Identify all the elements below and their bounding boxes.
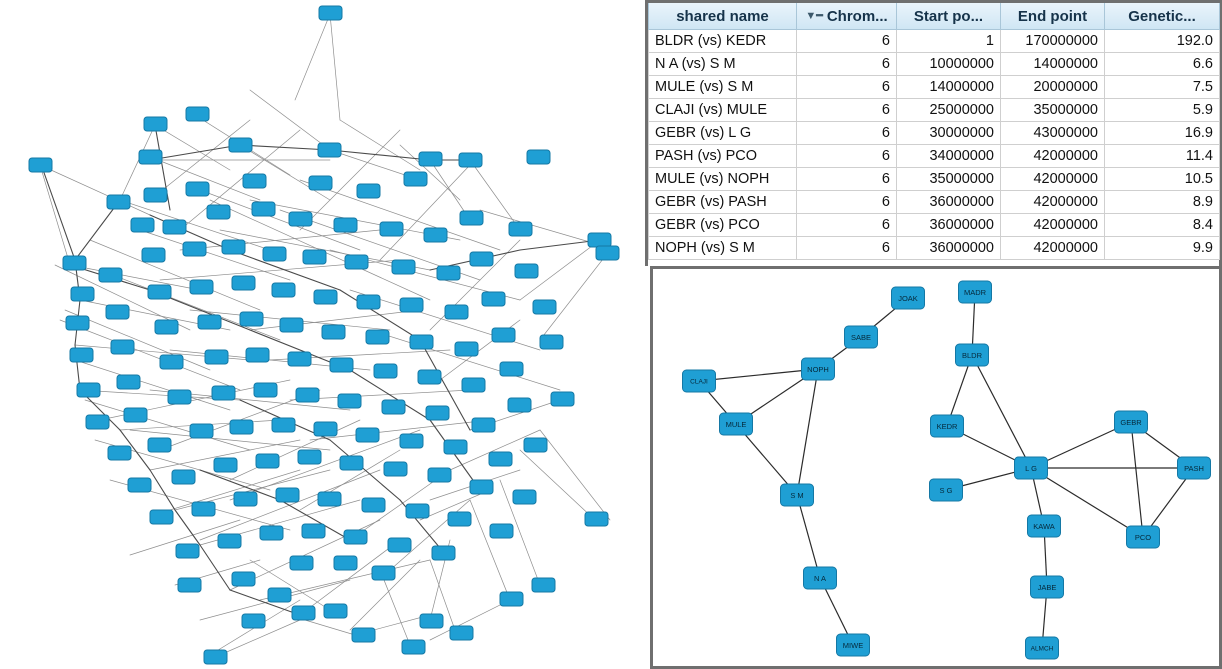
cell-end-point: 42000000 xyxy=(1001,191,1105,214)
subnetwork-node-label: N A xyxy=(813,573,827,583)
cell-start-point: 14000000 xyxy=(897,76,1001,99)
cell-genetic: 11.4 xyxy=(1105,145,1220,168)
subnetwork-node[interactable] xyxy=(804,567,837,589)
cell-end-point: 35000000 xyxy=(1001,99,1105,122)
subnetwork-node[interactable] xyxy=(683,370,716,392)
subnetwork-node[interactable] xyxy=(720,413,753,435)
cell-end-point: 20000000 xyxy=(1001,76,1105,99)
subnetwork-node[interactable] xyxy=(1031,576,1064,598)
table-row[interactable] xyxy=(649,214,1220,237)
cell-genetic: 9.9 xyxy=(1105,237,1220,260)
subnetwork-node-label: NOPH xyxy=(807,364,829,374)
cell-start-point: 1 xyxy=(897,30,1001,53)
cell-genetic: 8.9 xyxy=(1105,191,1220,214)
column-header-start-point[interactable] xyxy=(897,3,1001,30)
cell-end-point: 43000000 xyxy=(1001,122,1105,145)
cell-shared-name: MULE (vs) S M xyxy=(649,76,797,99)
cell-shared-name: GEBR (vs) L G xyxy=(649,122,797,145)
subnetwork-node-label: S G xyxy=(939,485,953,495)
cell-shared-name: CLAJI (vs) MULE xyxy=(649,99,797,122)
subnetwork-node-label: BLDR xyxy=(961,350,983,360)
cell-end-point: 14000000 xyxy=(1001,53,1105,76)
table-header-row xyxy=(649,3,1220,30)
cell-shared-name: BLDR (vs) KEDR xyxy=(649,30,797,53)
cell-chromosome: 6 xyxy=(797,76,897,99)
column-label-shared-name: shared name xyxy=(676,7,769,25)
subnetwork-view[interactable] xyxy=(650,266,1222,669)
cell-start-point: 25000000 xyxy=(897,99,1001,122)
subnetwork-node[interactable] xyxy=(1015,457,1048,479)
subnetwork-node[interactable] xyxy=(1028,515,1061,537)
subnetwork-node[interactable] xyxy=(845,326,878,348)
subnetwork-edge[interactable] xyxy=(797,495,820,578)
column-label-end-point: End point xyxy=(1017,7,1088,25)
cell-genetic: 7.5 xyxy=(1105,76,1220,99)
column-header-end-point[interactable] xyxy=(1001,3,1105,30)
cell-genetic: 6.6 xyxy=(1105,53,1220,76)
cell-shared-name: NOPH (vs) S M xyxy=(649,237,797,260)
column-header-chromosome[interactable] xyxy=(797,3,897,30)
cell-chromosome: 6 xyxy=(797,214,897,237)
cell-end-point: 42000000 xyxy=(1001,214,1105,237)
table-row[interactable] xyxy=(649,237,1220,260)
subnetwork-node[interactable] xyxy=(802,358,835,380)
subnetwork-node[interactable] xyxy=(1115,411,1148,433)
subnetwork-node-label: CLAJI xyxy=(690,378,708,386)
cell-start-point: 36000000 xyxy=(897,237,1001,260)
table-row[interactable] xyxy=(649,53,1220,76)
column-header-genetic[interactable] xyxy=(1105,3,1220,30)
subnetwork-node-label: MADR xyxy=(963,287,987,297)
subnetwork-node-label: PCO xyxy=(1134,532,1152,542)
cell-genetic: 192.0 xyxy=(1105,30,1220,53)
cell-shared-name: GEBR (vs) PASH xyxy=(649,191,797,214)
cell-start-point: 36000000 xyxy=(897,214,1001,237)
cell-shared-name: GEBR (vs) PCO xyxy=(649,214,797,237)
cell-chromosome: 6 xyxy=(797,191,897,214)
table-row[interactable] xyxy=(649,145,1220,168)
subnetwork-node-label: ALMCH xyxy=(1030,645,1054,653)
cell-start-point: 30000000 xyxy=(897,122,1001,145)
cell-chromosome: 6 xyxy=(797,168,897,191)
table-row[interactable] xyxy=(649,76,1220,99)
cell-end-point: 42000000 xyxy=(1001,168,1105,191)
table-row[interactable] xyxy=(649,168,1220,191)
column-label-genetic: Genetic... xyxy=(1128,7,1196,25)
table-row[interactable] xyxy=(649,191,1220,214)
subnetwork-node[interactable] xyxy=(1178,457,1211,479)
column-label-chromosome: Chrom... xyxy=(826,7,888,25)
cell-shared-name: MULE (vs) NOPH xyxy=(649,168,797,191)
subnetwork-node[interactable] xyxy=(1127,526,1160,548)
cell-genetic: 8.4 xyxy=(1105,214,1220,237)
cell-start-point: 10000000 xyxy=(897,53,1001,76)
subnetwork-node-label: GEBR xyxy=(1120,417,1142,427)
column-label-start-point: Start po... xyxy=(913,7,984,25)
subnetwork-node-label: S M xyxy=(790,490,804,500)
subnetwork-node[interactable] xyxy=(892,287,925,309)
subnetwork-node[interactable] xyxy=(837,634,870,656)
cell-start-point: 36000000 xyxy=(897,191,1001,214)
cell-genetic: 5.9 xyxy=(1105,99,1220,122)
subnetwork-node-label: JABE xyxy=(1037,582,1057,592)
cell-chromosome: 6 xyxy=(797,53,897,76)
subnetwork-node-label: PASH xyxy=(1184,463,1204,473)
column-header-shared-name[interactable] xyxy=(649,3,797,30)
large-network-nodes[interactable] xyxy=(29,6,619,664)
subnetwork-node[interactable] xyxy=(781,484,814,506)
subnetwork-node[interactable] xyxy=(931,415,964,437)
results-table[interactable] xyxy=(648,3,1220,260)
subnetwork-node-label: L G xyxy=(1025,463,1037,473)
subnetwork-edge[interactable] xyxy=(1131,422,1143,537)
subnetwork-edge[interactable] xyxy=(972,355,1031,468)
subnetwork-node-label: KAWA xyxy=(1033,521,1055,531)
subnetwork-node-label: JOAK xyxy=(898,293,918,303)
subnetwork-node[interactable] xyxy=(930,479,963,501)
cell-end-point: 42000000 xyxy=(1001,237,1105,260)
subnetwork-edges xyxy=(699,292,1194,648)
cell-chromosome: 6 xyxy=(797,145,897,168)
subnetwork-node-label: KEDR xyxy=(936,421,958,431)
table-row[interactable] xyxy=(649,99,1220,122)
cell-shared-name: N A (vs) S M xyxy=(649,53,797,76)
subnetwork-node-label: MIWE xyxy=(842,640,864,650)
subnetwork-node-label: MULE xyxy=(725,419,747,429)
cell-genetic: 16.9 xyxy=(1105,122,1220,145)
cell-chromosome: 6 xyxy=(797,99,897,122)
table-row[interactable] xyxy=(649,30,1220,53)
cell-start-point: 34000000 xyxy=(897,145,1001,168)
subnetwork-node[interactable] xyxy=(1026,637,1059,659)
subnetwork-node-label: SABE xyxy=(850,332,872,342)
subnetwork-edge[interactable] xyxy=(699,369,818,381)
cell-shared-name: PASH (vs) PCO xyxy=(649,145,797,168)
cell-chromosome: 6 xyxy=(797,122,897,145)
table-row[interactable] xyxy=(649,122,1220,145)
subnetwork-edge[interactable] xyxy=(797,369,818,495)
subnetwork-node[interactable] xyxy=(956,344,989,366)
cell-end-point: 170000000 xyxy=(1001,30,1105,53)
subnetwork-node[interactable] xyxy=(959,281,992,303)
cell-end-point: 42000000 xyxy=(1001,145,1105,168)
filter-icon[interactable]: ▼━ xyxy=(805,9,823,22)
subnetwork-nodes[interactable] xyxy=(683,281,1211,659)
subnetwork-canvas[interactable] xyxy=(653,269,1219,666)
table-body xyxy=(649,30,1220,260)
cell-start-point: 35000000 xyxy=(897,168,1001,191)
cell-genetic: 10.5 xyxy=(1105,168,1220,191)
cell-chromosome: 6 xyxy=(797,30,897,53)
results-table-panel[interactable] xyxy=(645,0,1222,266)
cell-chromosome: 6 xyxy=(797,237,897,260)
